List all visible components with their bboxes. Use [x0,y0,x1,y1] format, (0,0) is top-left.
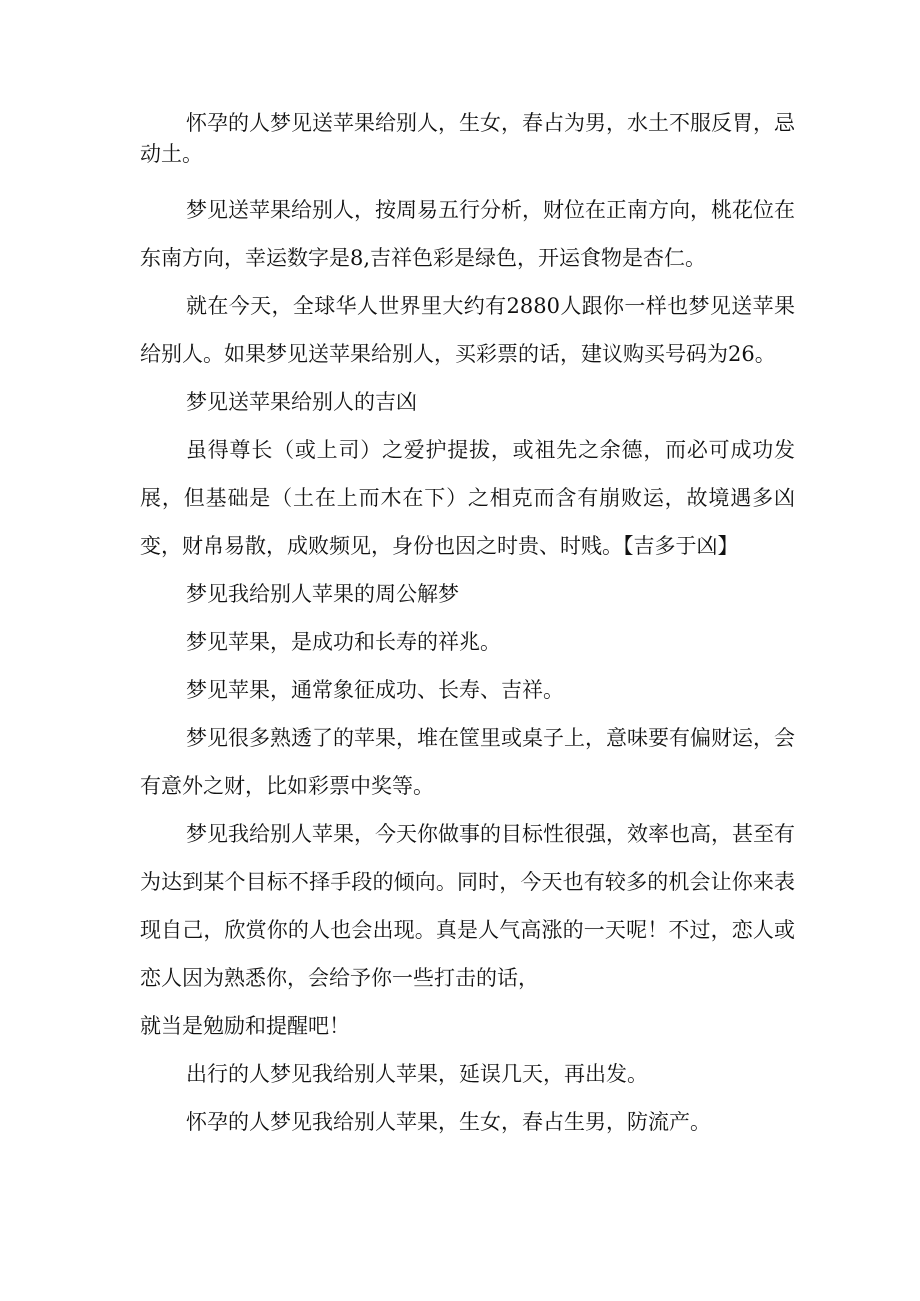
document-body [140,108,795,1146]
paragraph-ripe-apples: 梦见很多熟透了的苹果，堆在筐里或桌子上，意味要有偏财运，会有意外之财，比如彩票中奖等。 [140,726,795,798]
section-heading-zhougong: 梦见我给别人苹果的周公解梦 [186,582,459,606]
paragraph-apple-success: 梦见苹果，是成功和长寿的祥兆。 [186,630,501,654]
paragraph-pregnant-giving: 怀孕的人梦见我给别人苹果，生女，春占生男，防流产。 [186,1110,711,1134]
paragraph-five-elements: 梦见送苹果给别人，按周易五行分析，财位在正南方向，桃花位在东南方向，幸运数字是8,吉祥色彩是绿色，开运食物是杏仁。 [140,198,795,270]
paragraph-apple-symbol: 梦见苹果，通常象征成功、长寿、吉祥。 [186,678,564,702]
paragraph-pregnant-apple-gift: 怀孕的人梦见送苹果给别人，生女，春占为男，水土不服反胃，忌动土。 [140,111,795,166]
paragraph-traveler: 出行的人梦见我给别人苹果，延误几天，再出发。 [186,1062,648,1086]
paragraph-giving-apples: 梦见我给别人苹果，今天你做事的目标性很强，效率也高，甚至有为达到某个目标不择手段的倾向。同时，今天也有较多的机会让你来表现自己，欣赏你的人也会出现。真是人气高涨的一天呢！不过，恋人或恋人因为熟悉你，会给予你一些打击的话， [140,822,795,990]
paragraph-encouragement: 就当是勉励和提醒吧！ [140,1014,350,1038]
paragraph-fortune-analysis: 虽得尊长（或上司）之爱护提拔，或祖先之余德，而必可成功发展，但基础是（土在上而木在下）之相克而含有崩败运，故境遇多凶变，财帛易散，成败频见，身份也因之时贵、时贱。【吉多于凶】 [140,438,795,558]
section-heading-fortune: 梦见送苹果给别人的吉凶 [186,390,417,414]
paragraph-lottery-number: 就在今天，全球华人世界里大约有2880人跟你一样也梦见送苹果给别人。如果梦见送苹果给别人，买彩票的话，建议购买号码为26。 [140,294,795,366]
